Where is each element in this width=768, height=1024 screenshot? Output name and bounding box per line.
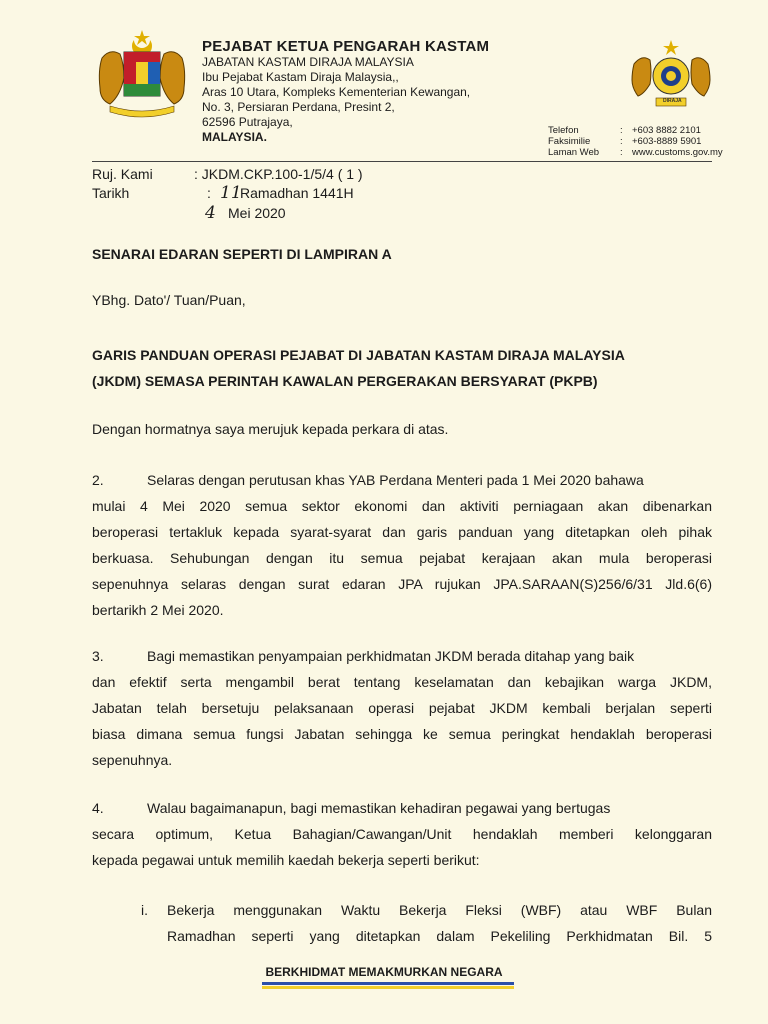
paragraph-3-first-line: Bagi memastikan penyampaian perkhidmatan JKDM berada ditahap yang baik (147, 648, 635, 664)
paragraph-3-line: Jabatan telah bersetuju pelaksanaan operasi pejabat JKDM kembali berjalan seperti (92, 700, 712, 716)
address-line-4: No. 3, Persiaran Perdana, Presint 2, (202, 100, 395, 114)
paragraph-2-line: mulai 4 Mei 2020 semua sektor ekonomi dan aktiviti perniagaan akan dibenarkan (92, 498, 712, 514)
paragraph-4-line: kepada pegawai untuk memilih kaedah bekerja seperti berikut: (92, 852, 480, 868)
footer-blue-stripe (262, 982, 514, 985)
ref-value: : JKDM.CKP.100-1/5/4 ( 1 ) (194, 166, 363, 182)
contact-colon-1: : (620, 125, 623, 136)
contact-fax: +603-8889 5901 (632, 136, 702, 147)
salutation: YBhg. Dato'/ Tuan/Puan, (92, 292, 246, 308)
list-item-line-2: Ramadhan seperti yang ditetapkan dalam Pekeliling Perkhidmatan Bil. 5 (167, 928, 712, 944)
paragraph-2-line: bertarikh 2 Mei 2020. (92, 602, 224, 618)
office-name: PEJABAT KETUA PENGARAH KASTAM (202, 38, 490, 55)
contact-web: www.customs.gov.my (632, 147, 723, 158)
paragraph-3-line: sepenuhnya. (92, 752, 173, 768)
address-line-3: Aras 10 Utara, Kompleks Kementerian Kewangan, (202, 85, 471, 99)
contact-label-phone: Telefon (548, 125, 579, 136)
paragraph-3-line: dan efektif serta mengambil berat tentang keselamatan dan kebajikan warga JKDM, (92, 674, 712, 690)
contact-label-fax: Faksimilie (548, 136, 591, 147)
address-line-5: 62596 Putrajaya, (202, 115, 293, 129)
paragraph-2-number: 2. (92, 472, 104, 488)
paragraph-4-first-line: Walau bagaimanapun, bagi memastikan kehadiran pegawai yang bertugas (147, 800, 611, 816)
subject-line-2: (JKDM) SEMASA PERINTAH KAWALAN PERGERAKAN BERSYARAT (PKPB) (92, 373, 598, 389)
footer-motto: BERKHIDMAT MEMAKMURKAN NEGARA (265, 965, 503, 979)
list-item-line-1: Bekerja menggunakan Waktu Bekerja Fleksi (WBF) atau WBF Bulan (167, 902, 712, 918)
list-item-marker: i. (141, 902, 148, 918)
subject-line-1: GARIS PANDUAN OPERASI PEJABAT DI JABATAN KASTAM DIRAJA MALAYSIA (92, 347, 625, 363)
contact-colon-3: : (620, 147, 623, 158)
opening-line: Dengan hormatnya saya merujuk kepada perkara di atas. (92, 421, 449, 437)
paragraph-2-line: beroperasi tertakluk kepada syarat-syarat dan garis panduan yang ditetapkan oleh pihak (92, 524, 712, 540)
customs-department-logo (630, 38, 712, 110)
paragraph-2-first-line: Selaras dengan perutusan khas YAB Perdana Menteri pada 1 Mei 2020 bahawa (147, 472, 644, 488)
header-divider (92, 161, 712, 162)
paragraph-3-number: 3. (92, 648, 104, 664)
footer-yellow-stripe (262, 986, 514, 989)
hijri-day-handwritten: 11 (220, 183, 242, 203)
greg-day-handwritten: 4 (205, 203, 216, 223)
paragraph-4-line: secara optimum, Ketua Bahagian/Cawangan/Unit hendaklah memberi kelonggaran (92, 826, 712, 842)
recipient: SENARAI EDARAN SEPERTI DI LAMPIRAN A (92, 246, 392, 262)
paragraph-3-line: biasa dimana semua fungsi Jabatan sehingga ke semua peringkat hendaklah beroperasi (92, 726, 712, 742)
greg-date: Mei 2020 (228, 205, 286, 221)
paragraph-2-line: berkuasa. Sehubungan dengan itu semua pejabat kerajaan akan mula beroperasi (92, 550, 712, 566)
address-country: MALAYSIA. (202, 130, 267, 144)
paragraph-4-number: 4. (92, 800, 104, 816)
hijri-date: Ramadhan 1441H (240, 185, 354, 201)
contact-label-web: Laman Web (548, 147, 600, 158)
malaysia-coat-of-arms-logo (96, 28, 188, 118)
address-line-1: JABATAN KASTAM DIRAJA MALAYSIA (202, 55, 414, 69)
ref-label: Ruj. Kami (92, 166, 153, 182)
address-line-2: Ibu Pejabat Kastam Diraja Malaysia,, (202, 70, 399, 84)
date-colon: : (207, 185, 211, 201)
paragraph-2-line: sepenuhnya selaras dengan surat edaran JPA rujukan JPA.SARAAN(S)256/6/31 Jld.6(6) (92, 576, 712, 592)
contact-phone: +603 8882 2101 (632, 125, 701, 136)
contact-colon-2: : (620, 136, 623, 147)
date-label: Tarikh (92, 185, 130, 201)
right-banner-text: DIRAJA (663, 98, 682, 104)
